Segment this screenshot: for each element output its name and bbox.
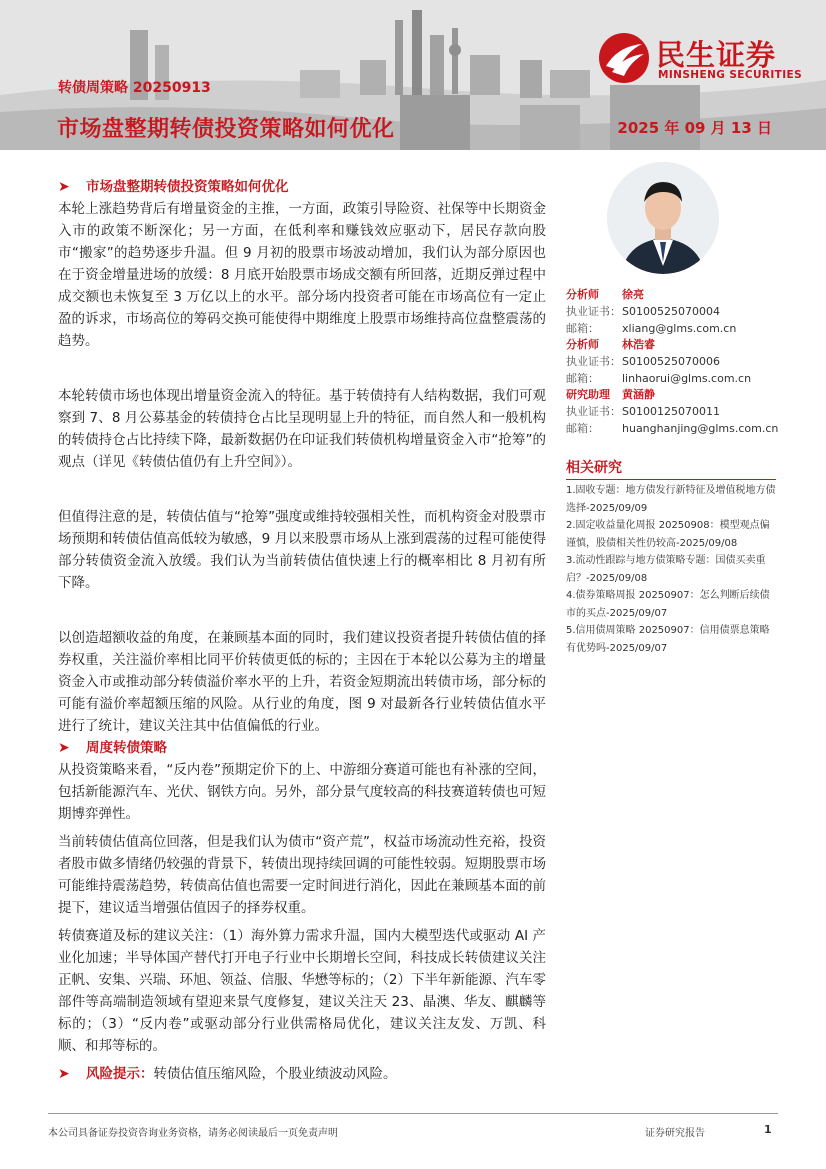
section-heading-text: 市场盘整期转债投资策略如何优化 [86, 179, 289, 195]
chevron-right-icon: ➤ [58, 740, 70, 756]
brand-logo [598, 32, 808, 86]
related-research-item[interactable]: 5.信用债周策略 20250907：信用债票息策略有优势吗-2025/09/07 [566, 625, 770, 654]
analyst-name: 徐亮 [622, 288, 644, 301]
related-research-item[interactable]: 3.流动性跟踪与地方债策略专题：国债买卖重启？-2025/09/08 [566, 555, 766, 584]
risk-label: 风险提示： [86, 1066, 154, 1082]
cert-label: 执业证书： [566, 305, 621, 318]
section-heading-text: 周度转债策略 [86, 740, 167, 756]
analyst-email[interactable]: xliang@glms.com.cn [622, 322, 737, 335]
page-number: 1 [764, 1123, 772, 1136]
paragraph: 但值得注意的是，转债估值与“抢筹”强度或维持较强相关性，而机构资金对股票市场预期和转债估值高低较为敏感，9 月以来股票市场从上涨到震荡的过程可能使得部分转债资金流入放缓。我们认为当前转债估值快速上行的概率相比 8 月初有所下降。 [58, 509, 546, 591]
email-label: 邮箱： [566, 372, 599, 385]
analyst-name: 黄涵静 [622, 388, 655, 401]
brand-mark-icon [598, 32, 650, 84]
analyst-card [566, 336, 751, 387]
analyst-card [566, 386, 778, 437]
report-title: 市场盘整期转债投资策略如何优化 [57, 117, 395, 142]
analyst-card [566, 286, 736, 337]
brand-name-cn: 民生证券 [656, 38, 777, 72]
risk-text: 转债估值压缩风险，个股业绩波动风险。 [153, 1066, 397, 1082]
paragraph: 本轮上涨趋势背后有增量资金的主推，一方面，政策引导险资、社保等中长期资金入市的政策不断深化；另一方面，在低利率和赚钱效应驱动下，居民存款向股市“搬家”的趋势逐步升温。但 9 月初的股票市场波动增加，我们认为部分原因也在于资金增量进场的放缓：8 月底开始股票市场成交额有所回落，近期反弹过程中成交额也未恢复至 3 万亿以上的水平。部分场内投资者可能在市场高位有一定止盈的诉求，市场高位的筹码交换可能使得中期维度上股票市场维持高位盘整震荡的趋势。 [58, 201, 546, 349]
cert-number: S0100125070011 [622, 405, 720, 418]
related-research-list [566, 482, 778, 657]
analyst-email[interactable]: huanghanjing@glms.com.cn [622, 422, 779, 435]
related-research-item[interactable]: 1.固收专题：地方债发行新特征及增值税地方债选择-2025/09/09 [566, 485, 776, 514]
cert-number: S0100525070006 [622, 355, 720, 368]
paragraph: 当前转债估值高位回落，但是我们认为债市“资产荒”，权益市场流动性充裕，投资者股市做多情绪仍较强的背景下，转债出现持续回调的可能性较弱。短期股票市场可能维持震荡趋势，转债高估值也需要一定时间进行消化，因此在兼顾基本面的前提下，建议适当增强估值因子的择券权重。 [58, 834, 546, 916]
risk-warning [58, 1063, 546, 1085]
footer-disclaimer: 本公司具备证券投资咨询业务资格，请务必阅读最后一页免责声明 [48, 1128, 338, 1139]
related-research-item[interactable]: 2.固定收益量化周报 20250908：模型观点偏谨慎，股债相关性仍较高-2025/09/08 [566, 520, 770, 549]
paragraph: 从投资策略来看，“反内卷”预期定价下的上、中游细分赛道可能也有补涨的空间，包括新能源汽车、光伏、钢铁方向。另外，部分景气度较高的科技赛道转债也可短期博弈弹性。 [58, 762, 546, 822]
analyst-role: 分析师 [566, 338, 599, 351]
section-heading [58, 737, 546, 759]
person-portrait-icon [607, 162, 719, 274]
email-label: 邮箱： [566, 422, 599, 435]
cert-number: S0100525070004 [622, 305, 720, 318]
report-date: 2025 年 09 月 13 日 [617, 119, 772, 137]
analyst-role: 研究助理 [566, 388, 610, 401]
paragraph: 本轮转债市场也体现出增量资金流入的特征。基于转债持有人结构数据，我们可观察到 7、8 月公募基金的转债持仓占比呈现明显上升的特征，而自然人和一般机构的转债持仓占比持续下降，最新数据仍在印证我们转债机构增量资金入市“抢筹”的观点（详见《转债估值仍有上升空间》）。 [58, 388, 546, 470]
header-banner [0, 0, 826, 150]
main-content [58, 176, 546, 1085]
paragraph: 以创造超额收益的角度，在兼顾基本面的同时，我们建议投资者提升转债估值的择券权重，关注溢价率相比同平价转债更低的标的；主因在于本轮以公募为主的增量资金入市或推动部分转债溢价率水平的上升，若资金短期流出转债市场，部分标的可能有溢价率超额压缩的风险。从行业的角度，图 9 对最新各行业转债估值水平进行了统计，建议关注其中估值偏低的行业。 [58, 630, 546, 734]
footer-report-type: 证券研究报告 [645, 1128, 705, 1139]
chevron-right-icon: ➤ [58, 1066, 70, 1082]
analyst-photo [607, 162, 719, 274]
chevron-right-icon: ➤ [58, 179, 70, 195]
analyst-name: 林浩睿 [622, 338, 655, 351]
footer-divider [48, 1113, 778, 1114]
related-research-title: 相关研究 [566, 457, 776, 480]
cert-label: 执业证书： [566, 405, 621, 418]
cert-label: 执业证书： [566, 355, 621, 368]
report-series-tag: 转债周策略 20250913 [58, 80, 211, 96]
section-heading [58, 176, 546, 198]
analyst-email[interactable]: linhaorui@glms.com.cn [622, 372, 752, 385]
analyst-role: 分析师 [566, 288, 599, 301]
brand-name-en: MINSHENG SECURITIES [658, 69, 803, 81]
email-label: 邮箱： [566, 322, 599, 335]
paragraph: 转债赛道及标的建议关注：（1）海外算力需求升温，国内大模型迭代或驱动 AI 产业化加速；半导体国产替代打开电子行业中长期增长空间，科技成长转债建议关注正帆、安集、兴瑞、环旭、领益、信服、华懋等标的；（2）下半年新能源、汽车零部件等高端制造领域有望迎来景气度修复，建议关注天 23、晶澳、华友、麒麟等标的；（3）“反内卷”或驱动部分行业供需格局优化，建议关注友发、万凯、科顺、和邦等标的。 [58, 928, 546, 1054]
related-research-item[interactable]: 4.债券策略周报 20250907：怎么判断后续债市的买点-2025/09/07 [566, 590, 770, 619]
